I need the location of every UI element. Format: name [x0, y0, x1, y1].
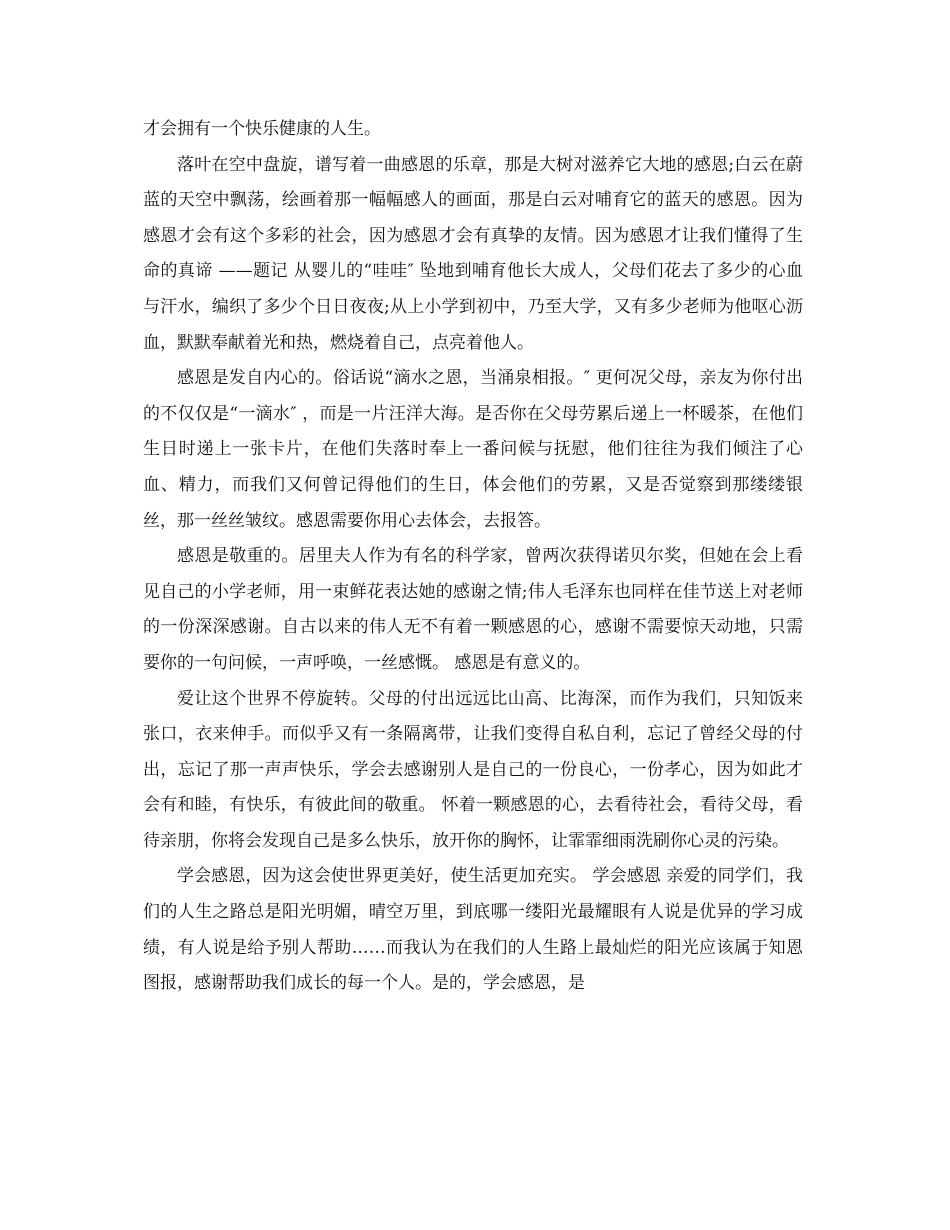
- paragraph-falling-leaves: 落叶在空中盘旋，谱写着一曲感恩的乐章，那是大树对滋养它大地的感恩;白云在蔚蓝的天空中飘荡，绘画着那一幅幅感人的画面，那是白云对哺育它的蓝天的感恩。因为感恩才会有这个多彩的社会，因为感恩才会有真挚的友情。因为感恩才让我们懂得了生命的真谛 ——题记 从婴儿的“哇哇″ 坠地到哺育他长大成人，父母们花去了多少的心血与汗水，编织了多少个日日夜夜;从上小学到初中，乃至大学，又有多少老师为他呕心沥血，默默奉献着光和热，燃烧着自己，点亮着他人。: [143, 154, 803, 353]
- document-body: [143, 112, 803, 1002]
- paragraph-love-world: 爱让这个世界不停旋转。父母的付出远远比山高、比海深，而作为我们，只知饭来张口，衣来伸手。而似乎又有一条隔离带，让我们变得自私自利，忘记了曾经父母的付出，忘记了那一声声快乐，学会去感谢别人是自己的一份良心，一份孝心，因为如此才会有和睦，有快乐，有彼此间的敬重。 怀着一颗感恩的心，去看待社会，看待父母，看待亲朋，你将会发现自己是多么快乐，放开你的胸怀，让霏霏细雨洗刷你心灵的污染。: [143, 688, 803, 851]
- paragraph-gratitude-respect: 感恩是敬重的。居里夫人作为有名的科学家，曾两次获得诺贝尔奖，但她在会上看见自己的小学老师，用一束鲜花表达她的感谢之情;伟人毛泽东也同样在佳节送上对老师的一份深深感谢。自古以来的伟人无不有着一颗感恩的心，感谢不需要惊天动地，只需要你的一句问候，一声呼唤，一丝感慨。 感恩是有意义的。: [143, 546, 803, 673]
- paragraph-gratitude-from-heart: 感恩是发自内心的。俗话说“滴水之恩，当涌泉相报。″ 更何况父母，亲友为你付出的不仅仅是“一滴水″ ，而是一片汪洋大海。是否你在父母劳累后递上一杯暖茶，在他们生日时递上一张卡片，在他们失落时奉上一番问候与抚慰，他们往往为我们倾注了心血、精力，而我们又何曾记得他们的生日，体会他们的劳累，又是否觉察到那缕缕银丝，那一丝丝皱纹。感恩需要你用心去体会，去报答。: [143, 368, 803, 531]
- paragraph-continuation: 才会拥有一个快乐健康的人生。: [143, 119, 381, 139]
- paragraph-learn-gratitude: 学会感恩，因为这会使世界更美好，使生活更加充实。 学会感恩 亲爱的同学们，我们的人生之路总是阳光明媚，晴空万里，到底哪一缕阳光最耀眼有人说是优异的学习成绩，有人说是给予别人帮助……而我认为在我们的人生路上最灿烂的阳光应该属于知恩图报，感谢帮助我们成长的每一个人。是的，学会感恩，是: [143, 866, 803, 994]
